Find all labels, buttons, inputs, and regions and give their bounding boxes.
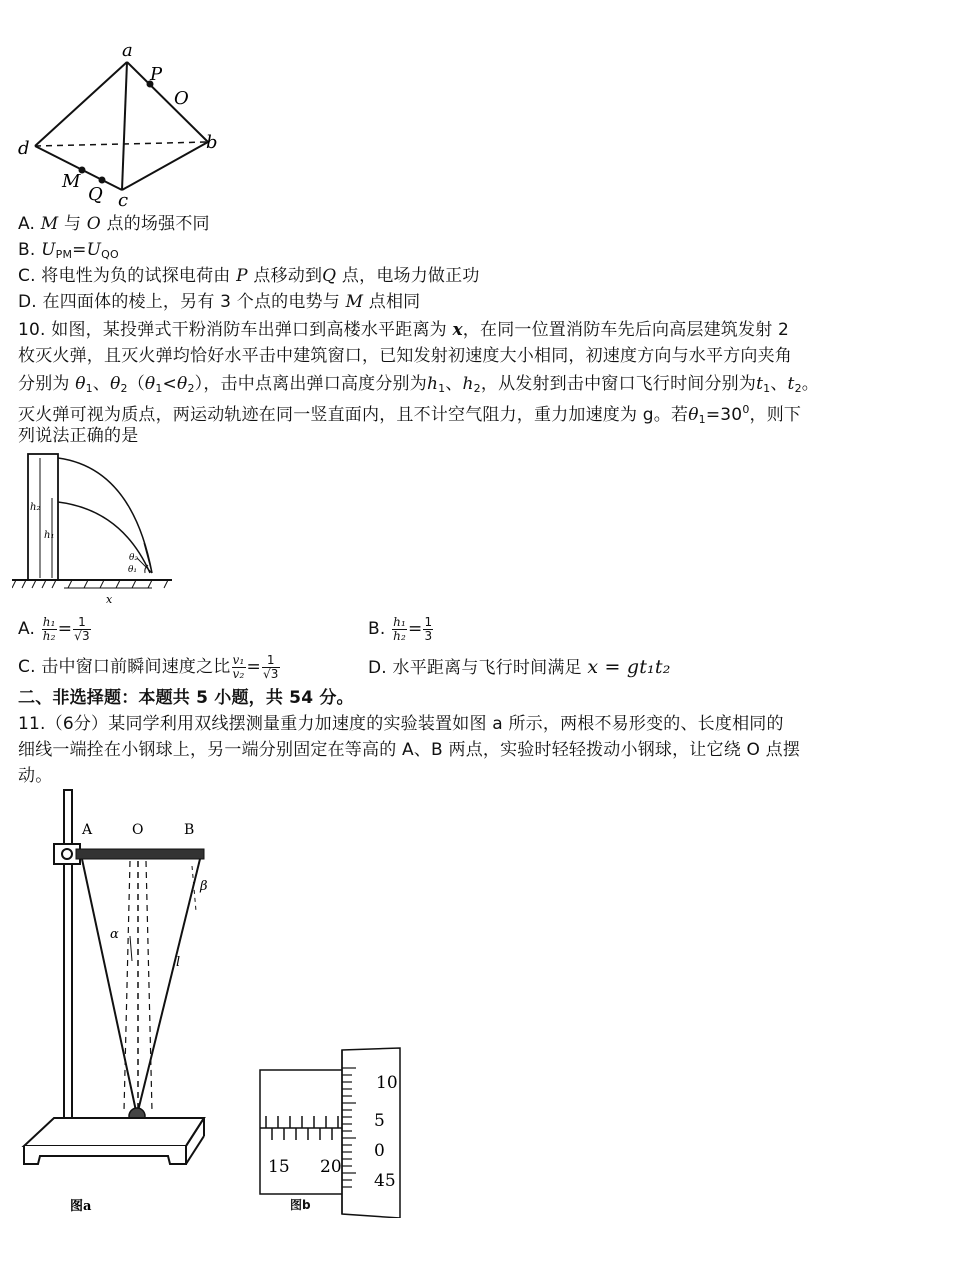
option-prefix: D. [18,292,37,312]
projectile-figure [12,448,172,608]
subscript: 2 [187,382,195,395]
q10-option-b [368,614,434,644]
label-b: b [206,132,218,153]
equals: =30 [705,405,743,425]
denominator: v₂ [232,666,245,681]
var-h: h [462,374,474,394]
option-prefix: A. [18,214,36,234]
text: 11.（6分）某同学利用双线摆测量重力加速度的实验装置如图 a 所示，两根不易形变的、长度相同的 [18,714,784,734]
label-d: d [18,138,30,159]
fraction [262,654,280,681]
q10-line-2 [18,344,792,368]
figure-a-pendulum [14,786,219,1216]
q11-line-1 [18,712,784,736]
text: 二、非选择题：本题共 5 小题，共 54 分。 [18,688,354,708]
var-q: Q [322,266,337,286]
option-prefix: B. [368,619,386,639]
text: 列说法正确的是 [18,426,139,446]
point-q [99,177,106,184]
main-label-20: 20 [320,1157,342,1177]
subscript: 2 [473,382,481,395]
denominator: √3 [74,628,90,643]
thimble-label-0: 0 [374,1141,385,1161]
label-c: c [118,190,129,211]
text: 枚灭火弹，且灭火弹均恰好水平击中建筑窗口，已知发射初速度大小相同，初速度方向与水平方向夹角 [18,346,792,366]
subscript: 2 [794,382,802,395]
option-prefix: C. [18,266,36,286]
text: 击中窗口前瞬间速度之比 [41,657,231,677]
q9-option-a [18,212,210,236]
option-prefix: C. [18,657,36,677]
label-m: M [62,171,81,192]
text: 细线一端拴在小钢球上，另一端分别固定在等高的 A、B 两点，实验时轻轻拨动小钢球，让它绕 O 点摆 [18,740,801,760]
period: 。 [801,374,819,394]
subscript: 1 [85,382,93,395]
degree: 0 [742,403,750,416]
var-h: h [426,374,439,394]
equals: = [72,240,87,260]
numerator: h₁ [393,614,407,629]
numerator: 1 [73,616,91,630]
text: 10. 如图，某投弹式干粉消防车出弹口到高楼水平距离为 [18,320,447,340]
text: 将电性为负的试探电荷由 [41,266,231,286]
denominator: h₂ [42,628,56,643]
var-m: M [40,214,59,234]
fraction [423,616,433,643]
var-t: t [756,374,764,394]
q10-line-3 [18,372,819,401]
text: 点的场强不同 [106,214,210,234]
thimble-label-10: 10 [376,1073,398,1093]
subscript: 1 [155,382,163,395]
thimble-label-5: 5 [374,1111,385,1131]
formula: x = gt₁t₂ [587,656,671,678]
label-x: x [106,593,113,606]
q10-line-5 [18,424,138,448]
q10-option-d [368,652,671,683]
var-theta: θ [688,405,699,425]
text: 分别为 [18,374,70,394]
label-q: Q [88,184,103,205]
equals: = [246,657,261,677]
label-a: a [122,40,133,61]
numerator: v₁ [232,652,245,667]
less-than: < [162,374,177,394]
option-prefix: A. [18,619,36,639]
label-a: A [82,822,93,838]
option-prefix: D. [368,658,387,678]
text: 点移动到 [253,266,323,286]
option-prefix: B. [18,240,36,260]
q10-option-c [18,652,281,682]
label-h2: h₂ [30,502,41,513]
fraction [73,616,91,643]
q9-option-d [18,290,420,314]
paren: （ [127,374,145,394]
subscript: 1 [438,382,446,395]
equals: = [408,619,423,639]
label-o: O [174,88,189,109]
q11-line-3 [18,764,52,788]
label-h1: h₁ [44,530,55,541]
var-theta: θ [75,374,86,394]
q9-option-b [18,238,119,267]
text: 点，电场力做正功 [341,266,480,286]
text: ），击中点离出弹口高度分别为 [194,374,427,394]
main-label-15: 15 [268,1157,290,1177]
denominator: h₂ [393,628,407,643]
section-2-title [18,686,354,710]
thimble-label-45: 45 [374,1171,396,1191]
text: 点相同 [368,292,421,312]
text: ，从发射到击中窗口飞行时间分别为 [480,374,757,394]
label-o: O [132,822,144,838]
text: ，则下 [749,405,802,425]
numerator: h₁ [42,614,56,629]
numerator: 1 [424,614,433,629]
text: 水平距离与飞行时间满足 [392,658,582,678]
q10-line-1 [18,318,789,342]
caption-b: 图b [290,1198,311,1212]
subscript: 1 [763,382,771,395]
var-u: U [86,240,102,260]
label-b: B [184,822,195,838]
label-alpha: α [110,927,119,942]
q9-option-c [18,264,480,288]
denominator: 3 [424,628,433,643]
var-o: O [86,214,101,234]
text: ，在同一位置消防车先后向高层建筑发射 2 [462,320,790,340]
text: 在四面体的棱上，另有 3 个点的电势与 [42,292,340,312]
equals: = [57,619,73,639]
q11-line-2 [18,738,800,762]
text: 与 [63,214,82,234]
caption-a: 图a [70,1199,92,1214]
subscript: QO [101,248,119,261]
fraction [42,616,57,643]
sep: 、 [445,374,463,394]
var-m: M [345,292,364,312]
var-theta: θ [144,374,156,394]
denominator: √3 [262,666,279,681]
sep: 、 [92,374,111,394]
label-beta: β [200,879,208,894]
label-l: l [176,955,181,970]
subscript: 1 [698,413,706,426]
subscript: 2 [120,382,128,395]
label-theta1: θ₁ [128,565,138,575]
figure-b-micrometer [244,1042,404,1218]
text: 动。 [18,766,53,786]
var-p: P [236,266,248,286]
text: 灭火弹可视为质点，两运动轨迹在同一竖直面内，且不计空气阻力，重力加速度为 g。若 [18,405,689,425]
fraction [232,654,246,681]
var-t: t [787,374,795,394]
q10-option-a [18,614,92,644]
var-theta: θ [110,374,121,394]
label-p: P [150,64,163,85]
var-u: U [41,240,56,260]
tetrahedron-figure [10,38,240,213]
subscript: PM [55,248,73,261]
sep: 、 [770,374,788,394]
numerator: 1 [262,654,280,668]
var-x: x [452,320,463,340]
fraction [392,616,407,643]
label-theta2: θ₂ [129,553,139,563]
var-theta: θ [177,374,188,394]
